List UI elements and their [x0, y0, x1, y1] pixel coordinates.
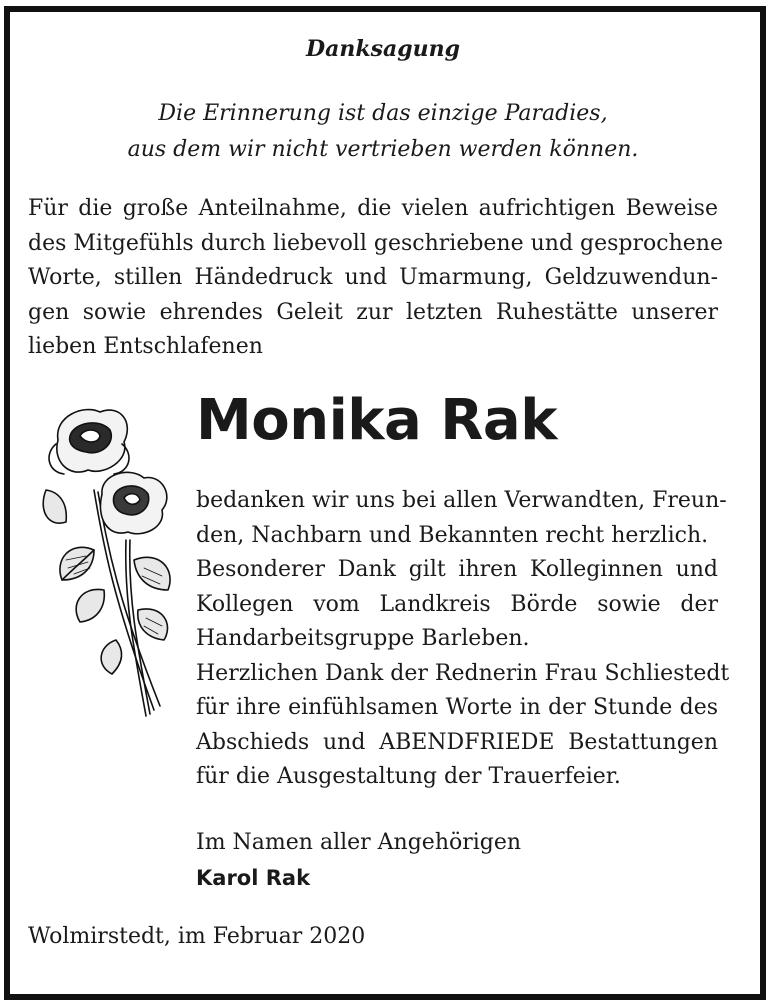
body-line: Besonderer Dank gilt ihren Kolleginnen und	[196, 557, 718, 582]
intro-line: lieben Entschlafenen	[28, 334, 263, 359]
body-line: bedanken wir uns bei allen Verwandten, Freun-	[196, 488, 727, 513]
roses-illustration	[34, 400, 184, 720]
place-date: Wolmirstedt, im Februar 2020	[28, 924, 366, 949]
intro-line: des Mitgefühls durch liebevoll geschriebene und gesprochene	[28, 230, 723, 256]
body-line: für die Ausgestaltung der Trauerfeier.	[196, 764, 621, 789]
deceased-name: Monika Rak	[196, 388, 557, 453]
quote-line-2: aus dem wir nicht vertrieben werden können.	[127, 137, 639, 162]
signature-line: Im Namen aller Angehörigen	[196, 830, 522, 855]
body-line: Kollegen vom Landkreis Börde sowie der	[196, 591, 718, 617]
body-line: für ihre einfühlsamen Worte in der Stunde des	[196, 695, 718, 720]
memorial-quote	[0, 96, 766, 168]
intro-line: Worte, stillen Händedruck und Umarmung, Geldzuwendun-	[28, 265, 718, 290]
quote-line-1: Die Erinnerung ist das einzige Paradies,	[158, 101, 608, 126]
intro-paragraph	[28, 192, 723, 365]
thanks-paragraph	[196, 484, 730, 795]
body-line: Herzlichen Dank der Rednerin Frau Schliestedt	[196, 660, 730, 686]
signature-name: Karol Rak	[196, 865, 311, 890]
body-line: Handarbeitsgruppe Barleben.	[196, 626, 530, 651]
intro-line: gen sowie ehrendes Geleit zur letzten Ruhestätte unserer	[28, 299, 718, 325]
notice-heading: Danksagung	[306, 36, 460, 62]
signature-block	[196, 826, 521, 895]
body-line: den, Nachbarn und Bekannten recht herzlich.	[196, 522, 709, 548]
body-line: Abschieds und ABENDFRIEDE Bestattungen	[196, 729, 718, 755]
intro-line: Für die große Anteilnahme, die vielen aufrichtigen Beweise	[28, 196, 718, 221]
